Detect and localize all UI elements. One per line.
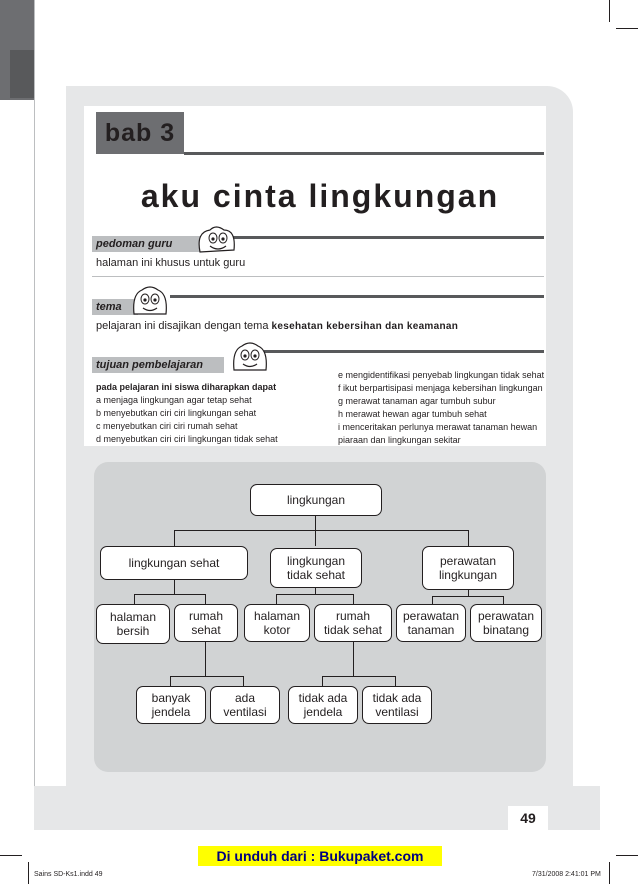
tujuan-item: c menyebutkan ciri ciri rumah sehat	[96, 421, 238, 431]
map-node-rumah-tidak-sehat	[314, 604, 392, 642]
crop-mark	[616, 28, 638, 29]
tujuan-item: d menyebutkan ciri ciri lingkungan tidak sehat	[96, 434, 278, 444]
tujuan-item: b menyebutkan ciri ciri lingkungan sehat	[96, 408, 257, 418]
node-label: tanaman	[407, 623, 455, 637]
map-node-halaman-bersih	[96, 604, 170, 644]
map-node-tidak-ada-jendela	[288, 686, 358, 724]
map-node-lingkungan	[250, 484, 382, 516]
map-node-rumah-sehat	[174, 604, 238, 642]
pedoman-bar	[92, 236, 212, 252]
node-label: lingkungan	[438, 568, 498, 582]
map-node-perawatan-tanaman	[396, 604, 466, 642]
node-label: ventilasi	[223, 705, 267, 719]
connector-line	[353, 640, 354, 676]
tujuan-item: g merawat tanaman agar tumbuh subur	[338, 396, 496, 406]
node-label: tidak sehat	[286, 568, 346, 582]
node-label: lingkungan sehat	[128, 556, 220, 570]
connector-line	[134, 594, 135, 604]
mascot-icon	[196, 224, 238, 256]
node-label: rumah	[188, 609, 223, 623]
node-label: jendela	[151, 705, 191, 719]
node-label: perawatan	[402, 609, 460, 623]
node-label: lingkungan	[286, 493, 346, 507]
crop-mark	[609, 0, 610, 22]
connector-line	[243, 676, 244, 686]
connector-line	[395, 676, 396, 686]
node-label: tidak ada	[372, 691, 422, 705]
node-label: tidak ada	[298, 691, 348, 705]
pedoman-body	[92, 254, 544, 274]
node-label: ventilasi	[375, 705, 419, 719]
pedoman-label: pedoman guru	[96, 238, 173, 250]
tema-text-prefix: pelajaran ini disajikan dengan tema	[96, 320, 269, 332]
crop-mark	[616, 855, 638, 856]
node-label: halaman	[253, 609, 301, 623]
node-label: bersih	[116, 624, 150, 638]
tujuan-label: tujuan pembelajaran	[96, 359, 203, 371]
node-label: lingkungan	[286, 554, 346, 568]
chapter-title: aku cinta lingkungan	[140, 178, 500, 214]
tujuan-item: a menjaga lingkungan agar tetap sehat	[96, 395, 252, 405]
footer-timestamp: 7/31/2008 2:41:01 PM	[532, 871, 601, 878]
tujuan-item: f ikut berpartisipasi menjaga kebersihan lingkungan	[338, 383, 543, 393]
map-node-halaman-kotor	[244, 604, 310, 642]
tujuan-item: h merawat hewan agar tumbuh sehat	[338, 409, 487, 419]
pedoman-rule	[212, 236, 544, 239]
side-block	[10, 50, 34, 98]
page-number: 49	[508, 806, 548, 830]
map-node-lingkungan-tidak-sehat	[270, 548, 362, 588]
crop-mark	[0, 855, 22, 856]
tujuan-item: i menceritakan perlunya merawat tanaman hewan	[338, 422, 538, 432]
footer-file-name: Sains SD-Ks1.indd 49	[34, 871, 103, 878]
connector-line	[432, 596, 504, 597]
tujuan-item: e mengidentifikasi penyebab lingkungan tidak sehat	[338, 370, 545, 380]
connector-line	[276, 594, 277, 604]
pedoman-text: halaman ini khusus untuk guru	[96, 257, 246, 269]
chapter-label: bab 3	[96, 112, 184, 154]
node-label: perawatan	[439, 554, 497, 568]
pedoman-bottom-line	[92, 276, 544, 277]
map-node-ada-ventilasi	[210, 686, 280, 724]
tema-text	[96, 320, 458, 332]
map-node-banyak-jendela	[136, 686, 206, 724]
connector-line	[170, 676, 244, 677]
tema-text-bold: kesehatan kebersihan dan keamanan	[271, 321, 459, 332]
connector-line	[353, 594, 354, 604]
map-node-perawatan-lingkungan	[422, 546, 514, 590]
tujuan-rule	[264, 350, 544, 353]
node-label: halaman	[109, 610, 157, 624]
connector-line	[468, 530, 469, 546]
connector-line	[170, 676, 171, 686]
connector-line	[432, 596, 433, 604]
connector-line	[276, 594, 354, 595]
node-label: rumah	[335, 609, 370, 623]
tujuan-intro: pada pelajaran ini siswa diharapkan dapat	[96, 382, 277, 392]
map-node-tidak-ada-ventilasi	[362, 686, 432, 724]
connector-line	[503, 596, 504, 604]
tema-rule	[170, 295, 544, 298]
node-label: sehat	[191, 623, 221, 637]
chapter-rule	[184, 152, 544, 155]
connector-line	[134, 594, 206, 595]
mascot-icon	[230, 340, 270, 374]
node-label: perawatan	[477, 609, 535, 623]
crop-mark	[609, 862, 610, 884]
map-node-lingkungan-sehat	[100, 546, 248, 580]
connector-line	[174, 580, 175, 594]
connector-line	[315, 516, 316, 530]
connector-line	[315, 530, 316, 546]
node-label: kotor	[263, 623, 291, 637]
node-label: jendela	[303, 705, 343, 719]
connector-line	[205, 640, 206, 676]
tema-body	[92, 317, 544, 337]
download-link[interactable]: Di unduh dari : Bukupaket.com	[198, 846, 442, 866]
node-label: tidak sehat	[323, 623, 383, 637]
node-label: banyak	[151, 691, 191, 705]
crop-mark	[34, 0, 35, 820]
connector-line	[205, 594, 206, 604]
tujuan-item: piaraan dan lingkungan sekitar	[338, 435, 461, 445]
node-label: ada	[234, 691, 256, 705]
connector-line	[174, 530, 469, 531]
connector-line	[322, 676, 323, 686]
crop-mark	[28, 862, 29, 884]
node-label: binatang	[482, 623, 530, 637]
connector-line	[322, 676, 396, 677]
mascot-icon	[130, 284, 170, 318]
map-node-perawatan-binatang	[470, 604, 542, 642]
connector-line	[174, 530, 175, 546]
tujuan-bar	[92, 357, 224, 373]
tema-label: tema	[96, 301, 122, 313]
